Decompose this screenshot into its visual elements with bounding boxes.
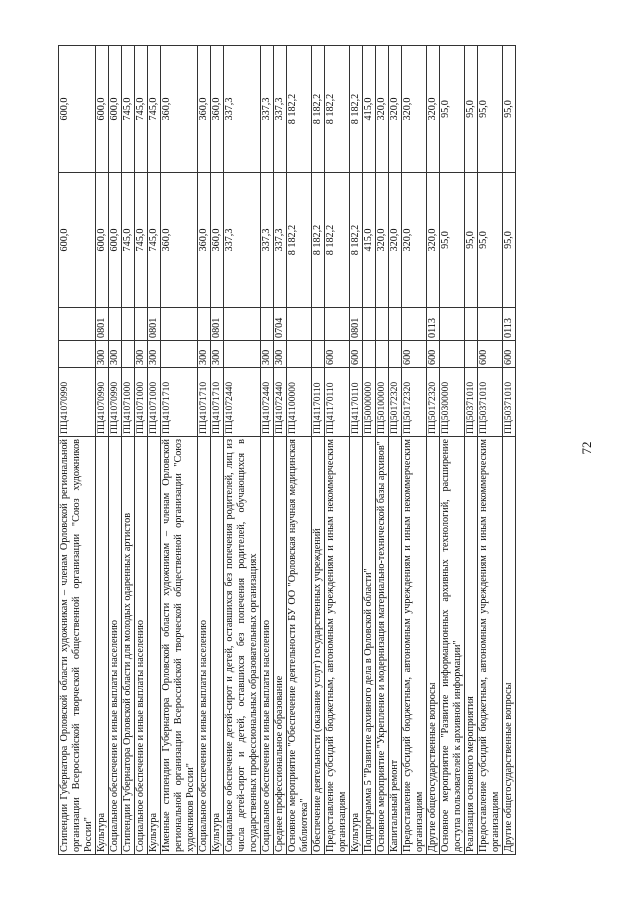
row-name: Социальное обеспечение и иные выплаты населению — [261, 437, 274, 855]
table-row — [363, 46, 376, 855]
row-section-code — [135, 308, 148, 341]
row-target-code: ПЦ50371010 — [465, 368, 478, 437]
row-amount-1: 415,0 — [363, 173, 376, 308]
row-name: Обеспечение деятельности (оказание услуг) государственных учреждений — [312, 437, 325, 855]
row-name: Стипендии Губернатора Орловской области художникам – членам Орловской региональной организации Всероссийской творческой общественной организации "Союз художников России" — [59, 437, 96, 855]
row-section-code — [59, 308, 96, 341]
row-section-code — [261, 308, 274, 341]
row-name: Культура — [211, 437, 224, 855]
row-section-code: 0801 — [96, 308, 109, 341]
row-expense-type: 600 — [325, 341, 350, 368]
row-section-code — [389, 308, 402, 341]
row-amount-1: 745,0 — [135, 173, 148, 308]
row-section-code: 0801 — [350, 308, 363, 341]
row-amount-2: 8 182,2 — [325, 46, 350, 173]
row-amount-1: 600,0 — [109, 173, 122, 308]
row-name: Стипендии Губернатора Орловской области для молодых одаренных артистов — [122, 437, 135, 855]
row-amount-2: 745,0 — [122, 46, 135, 173]
row-amount-2: 8 182,2 — [287, 46, 312, 173]
row-amount-1: 8 182,2 — [350, 173, 363, 308]
row-amount-1: 600,0 — [59, 173, 96, 308]
table-row — [350, 46, 363, 855]
row-expense-type: 300 — [261, 341, 274, 368]
table-row — [161, 46, 198, 855]
row-section-code — [363, 308, 376, 341]
row-amount-2: 600,0 — [109, 46, 122, 173]
row-section-code: 0801 — [148, 308, 161, 341]
row-amount-2: 360,0 — [211, 46, 224, 173]
table-row — [287, 46, 312, 855]
budget-table-body — [59, 46, 516, 855]
row-amount-2: 745,0 — [135, 46, 148, 173]
row-amount-1: 95,0 — [478, 173, 503, 308]
row-amount-1: 337,3 — [224, 173, 261, 308]
row-expense-type: 600 — [427, 341, 440, 368]
row-target-code: ПЦ50172320 — [389, 368, 402, 437]
row-name: Предоставление субсидий бюджетным, автономным учреждениям и иным некоммерческим организациям — [478, 437, 503, 855]
table-row — [109, 46, 122, 855]
budget-table — [58, 45, 516, 855]
row-target-code: ПЦ41072440 — [261, 368, 274, 437]
row-expense-type: 300 — [135, 341, 148, 368]
row-target-code: ПЦ41071000 — [135, 368, 148, 437]
row-expense-type — [465, 341, 478, 368]
row-amount-1: 320,0 — [402, 173, 427, 308]
row-expense-type — [363, 341, 376, 368]
row-expense-type — [224, 341, 261, 368]
row-name: Предоставление субсидий бюджетным, автономным учреждениям и иным некоммерческим организациям — [325, 437, 350, 855]
row-amount-1: 320,0 — [389, 173, 402, 308]
row-amount-1: 95,0 — [440, 173, 465, 308]
row-section-code: 0704 — [274, 308, 287, 341]
row-target-code: ПЦ41071710 — [161, 368, 198, 437]
row-section-code — [109, 308, 122, 341]
row-target-code: ПЦ50172320 — [402, 368, 427, 437]
row-amount-2: 95,0 — [465, 46, 478, 173]
row-section-code — [287, 308, 312, 341]
row-expense-type: 600 — [478, 341, 503, 368]
row-target-code: ПЦ41100000 — [287, 368, 312, 437]
row-target-code: ПЦ41071000 — [148, 368, 161, 437]
row-name: Социальное обеспечение и иные выплаты населению — [198, 437, 211, 855]
row-target-code: ПЦ50000000 — [363, 368, 376, 437]
row-amount-2: 415,0 — [363, 46, 376, 173]
table-row — [478, 46, 503, 855]
row-name: Реализация основного мероприятия — [465, 437, 478, 855]
row-name: Социальное обеспечение и иные выплаты населению — [109, 437, 122, 855]
row-target-code: ПЦ41072440 — [274, 368, 287, 437]
row-name: Предоставление субсидий бюджетным, автономным учреждениям и иным некоммерческим организациям — [402, 437, 427, 855]
row-target-code: ПЦ41072440 — [224, 368, 261, 437]
row-amount-2: 8 182,2 — [312, 46, 325, 173]
row-expense-type: 600 — [350, 341, 363, 368]
row-target-code: ПЦ41070990 — [96, 368, 109, 437]
row-amount-1: 360,0 — [198, 173, 211, 308]
row-expense-type — [389, 341, 402, 368]
row-target-code: ПЦ41070990 — [59, 368, 96, 437]
row-target-code: ПЦ41170110 — [325, 368, 350, 437]
row-section-code — [325, 308, 350, 341]
row-name: Социальное обеспечение детей-сирот и детей, оставшихся без попечения родителей, лиц из числа детей-сирот и детей, оставшихся без попечения родителей, обучающихся в государственных профессиональных образовательных организациях — [224, 437, 261, 855]
row-amount-2: 745,0 — [148, 46, 161, 173]
row-name: Культура — [96, 437, 109, 855]
row-section-code: 0113 — [503, 308, 516, 341]
row-target-code: ПЦ41071000 — [122, 368, 135, 437]
row-amount-1: 320,0 — [376, 173, 389, 308]
row-name: Подпрограмма 5 "Развитие архивного дела в Орловской области" — [363, 437, 376, 855]
row-target-code: ПЦ41071710 — [198, 368, 211, 437]
row-amount-2: 320,0 — [389, 46, 402, 173]
row-expense-type — [161, 341, 198, 368]
row-expense-type: 600 — [503, 341, 516, 368]
row-name: Социальное обеспечение и иные выплаты населению — [135, 437, 148, 855]
row-amount-2: 337,3 — [274, 46, 287, 173]
row-expense-type — [287, 341, 312, 368]
row-amount-2: 320,0 — [402, 46, 427, 173]
table-row — [211, 46, 224, 855]
row-expense-type — [312, 341, 325, 368]
row-amount-2: 95,0 — [503, 46, 516, 173]
rotated-page-content — [58, 46, 610, 855]
row-amount-1: 745,0 — [122, 173, 135, 308]
row-section-code — [478, 308, 503, 341]
row-name: Основное мероприятие "Развитие информационных архивных технологий, расширение доступа пользователей к архивной информации" — [440, 437, 465, 855]
row-expense-type — [376, 341, 389, 368]
table-row — [261, 46, 274, 855]
table-row — [376, 46, 389, 855]
row-section-code: 0113 — [427, 308, 440, 341]
row-amount-2: 320,0 — [427, 46, 440, 173]
row-section-code — [161, 308, 198, 341]
row-amount-2: 360,0 — [198, 46, 211, 173]
row-amount-1: 337,3 — [261, 173, 274, 308]
row-expense-type: 300 — [96, 341, 109, 368]
row-section-code — [376, 308, 389, 341]
row-expense-type: 300 — [109, 341, 122, 368]
row-amount-1: 320,0 — [427, 173, 440, 308]
row-name: Капитальный ремонт — [389, 437, 402, 855]
row-amount-2: 600,0 — [96, 46, 109, 173]
table-row — [148, 46, 161, 855]
row-amount-2: 95,0 — [440, 46, 465, 173]
row-section-code — [440, 308, 465, 341]
table-row — [440, 46, 465, 855]
table-row — [402, 46, 427, 855]
row-amount-2: 320,0 — [376, 46, 389, 173]
row-target-code: ПЦ41071710 — [211, 368, 224, 437]
row-target-code: ПЦ50371010 — [478, 368, 503, 437]
row-expense-type: 300 — [148, 341, 161, 368]
row-amount-1: 8 182,2 — [287, 173, 312, 308]
row-target-code: ПЦ50172320 — [427, 368, 440, 437]
table-row — [389, 46, 402, 855]
row-target-code: ПЦ50371010 — [503, 368, 516, 437]
table-row — [503, 46, 516, 855]
row-name: Другие общегосударственные вопросы — [503, 437, 516, 855]
table-row — [427, 46, 440, 855]
row-name: Основное мероприятие "Обеспечение деятельности БУ ОО "Орловская научная медицинская библиотека" — [287, 437, 312, 855]
row-amount-2: 600,0 — [59, 46, 96, 173]
row-amount-1: 95,0 — [465, 173, 478, 308]
row-section-code — [122, 308, 135, 341]
row-amount-1: 600,0 — [96, 173, 109, 308]
row-amount-2: 8 182,2 — [350, 46, 363, 173]
row-name: Среднее профессиональное образование — [274, 437, 287, 855]
row-amount-1: 360,0 — [161, 173, 198, 308]
row-target-code: ПЦ41170110 — [312, 368, 325, 437]
row-name: Именные стипендии Губернатора Орловской области художникам – членам Орловской региональной организации Всероссийской творческой общественной организации "Союз художников России" — [161, 437, 198, 855]
row-name: Культура — [350, 437, 363, 855]
page-number: 72 — [579, 441, 594, 455]
row-expense-type — [59, 341, 96, 368]
row-section-code — [198, 308, 211, 341]
row-name: Культура — [148, 437, 161, 855]
row-amount-1: 95,0 — [503, 173, 516, 308]
row-name: Основное мероприятие "Укрепление и модернизация материально-технической базы архивов" — [376, 437, 389, 855]
row-amount-1: 337,3 — [274, 173, 287, 308]
table-row — [274, 46, 287, 855]
row-target-code: ПЦ50100000 — [376, 368, 389, 437]
table-row — [96, 46, 109, 855]
row-target-code: ПЦ41170110 — [350, 368, 363, 437]
table-row — [135, 46, 148, 855]
row-expense-type — [122, 341, 135, 368]
row-amount-1: 8 182,2 — [325, 173, 350, 308]
row-amount-2: 337,3 — [261, 46, 274, 173]
row-section-code: 0801 — [211, 308, 224, 341]
row-section-code — [312, 308, 325, 341]
row-amount-1: 745,0 — [148, 173, 161, 308]
row-section-code — [402, 308, 427, 341]
row-expense-type: 300 — [274, 341, 287, 368]
row-expense-type: 600 — [402, 341, 427, 368]
row-section-code — [465, 308, 478, 341]
row-expense-type: 300 — [198, 341, 211, 368]
row-amount-1: 8 182,2 — [312, 173, 325, 308]
row-amount-2: 95,0 — [478, 46, 503, 173]
table-row — [122, 46, 135, 855]
table-row — [224, 46, 261, 855]
row-amount-1: 360,0 — [211, 173, 224, 308]
row-expense-type — [440, 341, 465, 368]
table-row — [59, 46, 96, 855]
row-name: Другие общегосударственные вопросы — [427, 437, 440, 855]
table-row — [312, 46, 325, 855]
row-section-code — [224, 308, 261, 341]
table-row — [465, 46, 478, 855]
row-expense-type: 300 — [211, 341, 224, 368]
row-target-code: ПЦ41070990 — [109, 368, 122, 437]
row-amount-2: 360,0 — [161, 46, 198, 173]
table-row — [198, 46, 211, 855]
row-target-code: ПЦ50300000 — [440, 368, 465, 437]
row-amount-2: 337,3 — [224, 46, 261, 173]
table-row — [325, 46, 350, 855]
